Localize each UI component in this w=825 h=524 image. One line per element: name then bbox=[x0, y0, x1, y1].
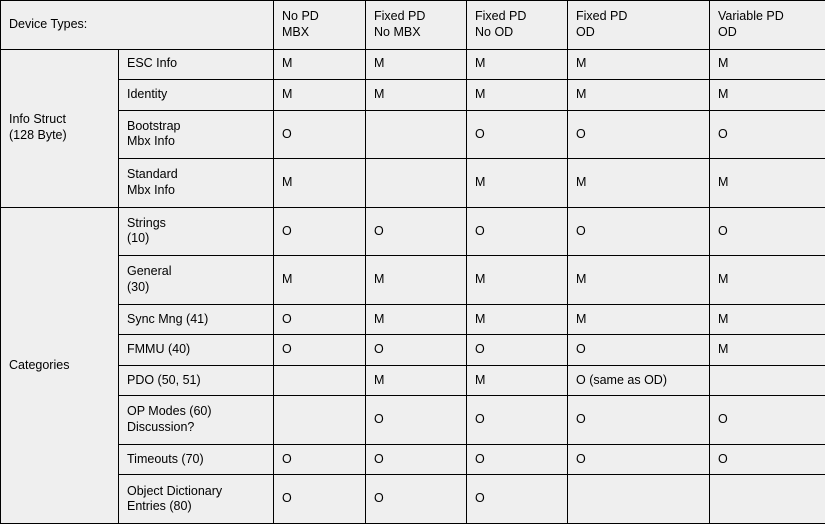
cell-bootstrap-mbx-info-no-pd-mbx: O bbox=[274, 110, 366, 159]
table-header-row bbox=[1, 1, 825, 50]
row-label-line1: Strings bbox=[127, 215, 166, 230]
column-header-fixed-pd-od bbox=[568, 1, 710, 50]
cell-timeouts-variable-pd-od: O bbox=[710, 444, 825, 475]
cell-standard-mbx-info-fixed-pd-no-mbx bbox=[366, 159, 467, 208]
column-header-fixed-pd-no-mbx bbox=[366, 1, 467, 50]
cell-identity-fixed-pd-no-mbx: M bbox=[366, 80, 467, 111]
column-header-line1: Fixed PD bbox=[576, 9, 628, 24]
cell-object-dictionary-entries-fixed-pd-od bbox=[568, 475, 710, 524]
group-label-line2: (128 Byte) bbox=[9, 128, 67, 143]
table-row bbox=[1, 335, 825, 366]
table-row bbox=[1, 207, 825, 256]
row-label-line1: Timeouts (70) bbox=[127, 451, 204, 466]
cell-strings-fixed-pd-no-od: O bbox=[467, 207, 568, 256]
cell-timeouts-fixed-pd-od: O bbox=[568, 444, 710, 475]
cell-bootstrap-mbx-info-fixed-pd-no-od: O bbox=[467, 110, 568, 159]
cell-strings-fixed-pd-no-mbx: O bbox=[366, 207, 467, 256]
cell-fmmu-variable-pd-od: M bbox=[710, 335, 825, 366]
row-label-line2: Entries (80) bbox=[127, 499, 192, 514]
row-label-object-dictionary-entries bbox=[119, 475, 274, 524]
row-label-line1: PDO (50, 51) bbox=[127, 372, 201, 387]
row-label-line1: Bootstrap bbox=[127, 118, 181, 133]
column-header-no-pd-mbx bbox=[274, 1, 366, 50]
cell-general-fixed-pd-no-mbx: M bbox=[366, 256, 467, 305]
table-row bbox=[1, 110, 825, 159]
cell-sync-mng-fixed-pd-no-od: M bbox=[467, 304, 568, 335]
cell-pdo-fixed-pd-no-od: M bbox=[467, 365, 568, 396]
row-label-sync-mng bbox=[119, 304, 274, 335]
header-device-types bbox=[1, 1, 274, 50]
cell-pdo-variable-pd-od bbox=[710, 365, 825, 396]
row-label-line2: Discussion? bbox=[127, 420, 195, 435]
cell-fmmu-fixed-pd-no-mbx: O bbox=[366, 335, 467, 366]
table-row bbox=[1, 475, 825, 524]
cell-general-fixed-pd-od: M bbox=[568, 256, 710, 305]
row-label-line1: Object Dictionary bbox=[127, 483, 223, 498]
column-header-line2: No OD bbox=[475, 24, 514, 39]
row-label-pdo bbox=[119, 365, 274, 396]
cell-fmmu-fixed-pd-no-od: O bbox=[467, 335, 568, 366]
cell-bootstrap-mbx-info-fixed-pd-no-mbx bbox=[366, 110, 467, 159]
table-row bbox=[1, 256, 825, 305]
row-label-line1: Identity bbox=[127, 87, 168, 102]
group-label-line1: Categories bbox=[9, 357, 70, 372]
cell-identity-fixed-pd-no-od: M bbox=[467, 80, 568, 111]
row-label-line2: (10) bbox=[127, 231, 150, 246]
row-label-line2: Mbx Info bbox=[127, 134, 175, 149]
header-device-types-label: Device Types: bbox=[9, 16, 88, 31]
column-header-line2: OD bbox=[576, 24, 595, 39]
cell-op-modes-no-pd-mbx bbox=[274, 396, 366, 445]
cell-object-dictionary-entries-no-pd-mbx: O bbox=[274, 475, 366, 524]
cell-pdo-no-pd-mbx bbox=[274, 365, 366, 396]
cell-object-dictionary-entries-fixed-pd-no-od: O bbox=[467, 475, 568, 524]
cell-standard-mbx-info-fixed-pd-no-od: M bbox=[467, 159, 568, 208]
row-label-line1: General bbox=[127, 264, 172, 279]
cell-identity-variable-pd-od: M bbox=[710, 80, 825, 111]
cell-pdo-fixed-pd-od: O (same as OD) bbox=[568, 365, 710, 396]
column-header-line1: No PD bbox=[282, 9, 319, 24]
row-label-op-modes bbox=[119, 396, 274, 445]
cell-bootstrap-mbx-info-fixed-pd-od: O bbox=[568, 110, 710, 159]
row-label-line2: (30) bbox=[127, 279, 150, 294]
table-row bbox=[1, 396, 825, 445]
cell-sync-mng-fixed-pd-no-mbx: M bbox=[366, 304, 467, 335]
row-label-line1: OP Modes (60) bbox=[127, 404, 212, 419]
cell-standard-mbx-info-variable-pd-od: M bbox=[710, 159, 825, 208]
table-row bbox=[1, 80, 825, 111]
cell-timeouts-fixed-pd-no-mbx: O bbox=[366, 444, 467, 475]
cell-op-modes-variable-pd-od: O bbox=[710, 396, 825, 445]
cell-sync-mng-no-pd-mbx: O bbox=[274, 304, 366, 335]
cell-object-dictionary-entries-variable-pd-od bbox=[710, 475, 825, 524]
column-header-line1: Fixed PD bbox=[475, 9, 527, 24]
cell-esc-info-fixed-pd-no-od: M bbox=[467, 49, 568, 80]
cell-strings-no-pd-mbx: O bbox=[274, 207, 366, 256]
cell-esc-info-variable-pd-od: M bbox=[710, 49, 825, 80]
cell-general-no-pd-mbx: M bbox=[274, 256, 366, 305]
cell-esc-info-no-pd-mbx: M bbox=[274, 49, 366, 80]
table-row bbox=[1, 365, 825, 396]
cell-fmmu-no-pd-mbx: O bbox=[274, 335, 366, 366]
column-header-line1: Fixed PD bbox=[374, 9, 426, 24]
row-label-esc-info bbox=[119, 49, 274, 80]
cell-object-dictionary-entries-fixed-pd-no-mbx: O bbox=[366, 475, 467, 524]
cell-op-modes-fixed-pd-no-od: O bbox=[467, 396, 568, 445]
cell-op-modes-fixed-pd-no-mbx: O bbox=[366, 396, 467, 445]
cell-sync-mng-variable-pd-od: M bbox=[710, 304, 825, 335]
table-row bbox=[1, 159, 825, 208]
cell-strings-variable-pd-od: O bbox=[710, 207, 825, 256]
row-label-line1: FMMU (40) bbox=[127, 342, 191, 357]
group-label-info-struct bbox=[1, 49, 119, 207]
cell-general-variable-pd-od: M bbox=[710, 256, 825, 305]
row-label-bootstrap-mbx-info bbox=[119, 110, 274, 159]
column-header-line1: Variable PD bbox=[718, 9, 784, 24]
cell-fmmu-fixed-pd-od: O bbox=[568, 335, 710, 366]
cell-strings-fixed-pd-od: O bbox=[568, 207, 710, 256]
column-header-line2: OD bbox=[718, 24, 737, 39]
cell-bootstrap-mbx-info-variable-pd-od: O bbox=[710, 110, 825, 159]
cell-standard-mbx-info-fixed-pd-od: M bbox=[568, 159, 710, 208]
row-label-line1: Standard bbox=[127, 167, 178, 182]
cell-esc-info-fixed-pd-od: M bbox=[568, 49, 710, 80]
column-header-line2: No MBX bbox=[374, 24, 421, 39]
group-label-categories bbox=[1, 207, 119, 523]
table-row bbox=[1, 444, 825, 475]
cell-timeouts-no-pd-mbx: O bbox=[274, 444, 366, 475]
cell-identity-no-pd-mbx: M bbox=[274, 80, 366, 111]
table-row bbox=[1, 49, 825, 80]
row-label-timeouts bbox=[119, 444, 274, 475]
cell-esc-info-fixed-pd-no-mbx: M bbox=[366, 49, 467, 80]
cell-sync-mng-fixed-pd-od: M bbox=[568, 304, 710, 335]
column-header-line2: MBX bbox=[282, 24, 310, 39]
row-label-line2: Mbx Info bbox=[127, 182, 175, 197]
row-label-standard-mbx-info bbox=[119, 159, 274, 208]
cell-standard-mbx-info-no-pd-mbx: M bbox=[274, 159, 366, 208]
row-label-fmmu bbox=[119, 335, 274, 366]
cell-pdo-fixed-pd-no-mbx: M bbox=[366, 365, 467, 396]
row-label-general bbox=[119, 256, 274, 305]
cell-timeouts-fixed-pd-no-od: O bbox=[467, 444, 568, 475]
column-header-fixed-pd-no-od bbox=[467, 1, 568, 50]
cell-identity-fixed-pd-od: M bbox=[568, 80, 710, 111]
row-label-strings bbox=[119, 207, 274, 256]
cell-general-fixed-pd-no-od: M bbox=[467, 256, 568, 305]
table-row bbox=[1, 304, 825, 335]
column-header-variable-pd-od bbox=[710, 1, 825, 50]
cell-op-modes-fixed-pd-od: O bbox=[568, 396, 710, 445]
group-label-line1: Info Struct bbox=[9, 112, 66, 127]
row-label-line1: ESC Info bbox=[127, 56, 178, 71]
row-label-identity bbox=[119, 80, 274, 111]
row-label-line1: Sync Mng (41) bbox=[127, 311, 209, 326]
